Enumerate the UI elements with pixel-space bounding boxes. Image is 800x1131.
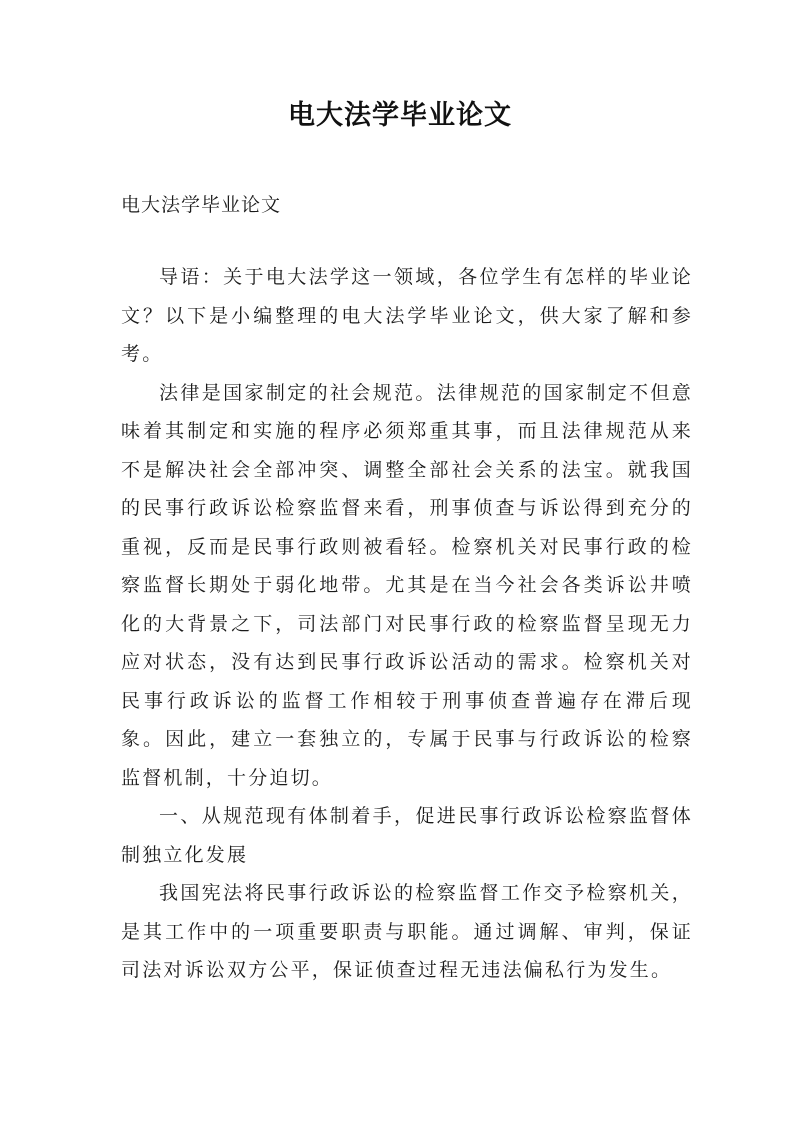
document-title: 电大法学毕业论文 [288,100,512,131]
paragraph-intro: 导语：关于电大法学这一领域，各位学生有怎样的毕业论文？以下是小编整理的电大法学毕业论文，供大家了解和参考。 [121,266,693,365]
document-subtitle: 电大法学毕业论文 [121,194,282,216]
section-heading: 一、从规范现有体制着手，促进民事行政诉讼检察监督体制独立化发展 [121,805,693,866]
paragraph-main: 法律是国家制定的社会规范。法律规范的国家制定不但意味着其制定和实施的程序必须郑重其事，而且法律规范从来不是解决社会全部冲突、调整全部社会关系的法宝。就我国的民事行政诉讼检察监督来看，刑事侦查与诉讼得到充分的重视，反而是民事行政则被看轻。检察机关对民事行政的检察监督长期处于弱化地带。尤其是在当今社会各类诉讼井喷化的大背景之下，司法部门对民事行政的检察监督呈现无力应对状态，没有达到民事行政诉讼活动的需求。检察机关对民事行政诉讼的监督工作相较于刑事侦查普遍存在滞后现象。因此，建立一套独立的，专属于民事与行政诉讼的检察监督机制，十分迫切。 [121,381,693,789]
paragraph-section-body: 我国宪法将民事行政诉讼的检察监督工作交予检察机关，是其工作中的一项重要职责与职能。通过调解、审判，保证司法对诉讼双方公平，保证侦查过程无违法偏私行为发生。 [121,882,693,981]
document-body [121,258,693,990]
